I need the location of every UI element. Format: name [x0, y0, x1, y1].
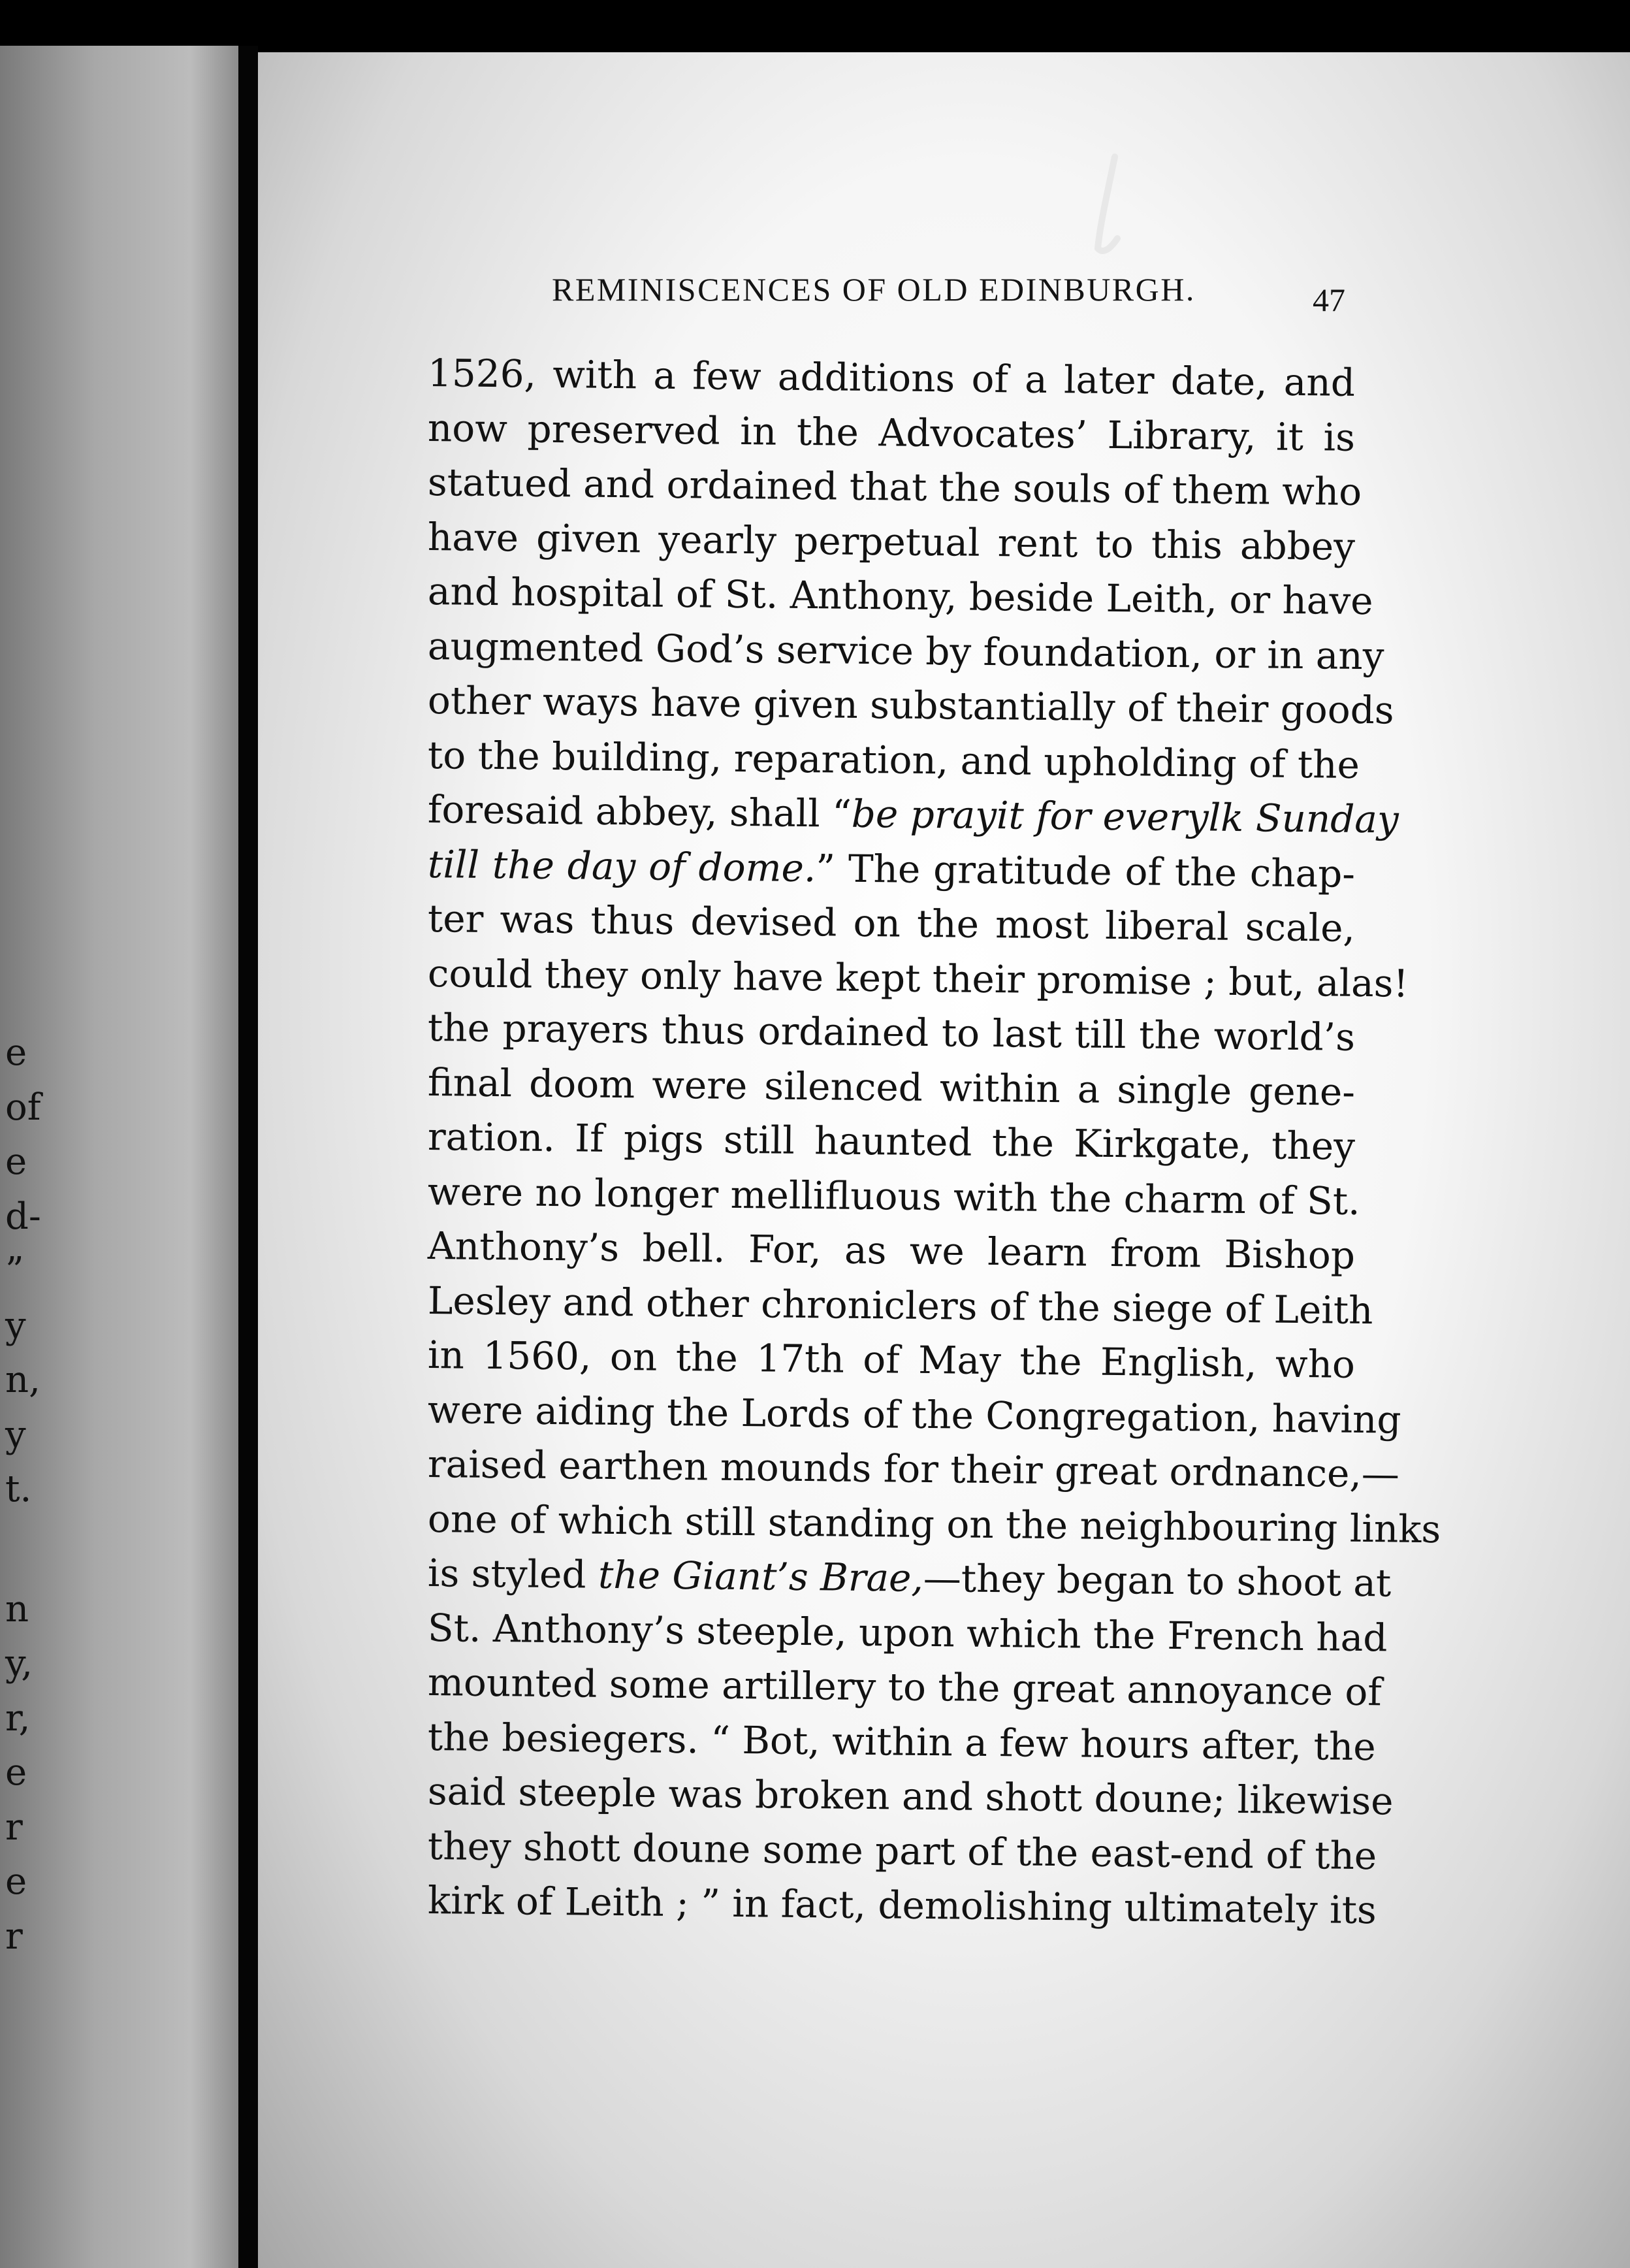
left-fragment: y, [5, 1642, 33, 1685]
text-line: other ways have given substantially of their goods [427, 678, 1394, 733]
italic-place-name: the Giant’s Brae, [598, 1552, 924, 1600]
text-segment: is styled [427, 1551, 599, 1597]
left-fragment: of [5, 1086, 41, 1129]
text-line: ration. If pigs still haunted the Kirkgate, they [427, 1114, 1356, 1169]
text-segment: —they began to shoot at [923, 1555, 1392, 1606]
text-line: in 1560, on the 17th of May the English, who [427, 1333, 1356, 1387]
left-fragment: r [5, 1806, 23, 1849]
text-line: they shott doune some part of the east-end of the [427, 1823, 1377, 1878]
text-line: final doom were silenced within a single gene- [427, 1060, 1356, 1114]
text-segment: The gratitude of the chap- [835, 846, 1356, 896]
page-number: 47 [1313, 282, 1345, 318]
text-line: to the building, reparation, and upholding of the [427, 732, 1360, 787]
pencil-mark-icon [1089, 150, 1128, 261]
left-fragment: t. [5, 1468, 32, 1510]
text-line: augmented God’s service by foundation, or in any [427, 623, 1384, 678]
left-fragment: n, [5, 1359, 40, 1401]
left-fragment: d- [5, 1195, 41, 1238]
text-line: Lesley and other chroniclers of the siege of Leith [427, 1278, 1373, 1333]
left-page-edge [0, 46, 238, 2268]
text-line: were aiding the Lords of the Congregation, having [427, 1387, 1401, 1442]
left-fragment: e [5, 1141, 27, 1183]
text-line: till the day of dome.” The gratitude of the chap- [427, 841, 1356, 896]
text-line: the prayers thus ordained to last till the world’s [427, 1005, 1356, 1060]
left-page-text-fragments [5, 1026, 44, 1964]
text-line: raised earthen mounds for their great ordnance,— [427, 1442, 1400, 1497]
text-line: the besiegers. “ Bot, within a few hours after, the [427, 1714, 1376, 1769]
left-fragment: n [5, 1587, 29, 1630]
left-fragment: r [5, 1915, 23, 1958]
text-line: foresaid abbey, shall “be prayit for everylk Sunday [427, 787, 1399, 842]
book-gutter [238, 46, 258, 2268]
text-line: could they only have kept their promise ; but, alas! [427, 950, 1409, 1006]
italic-quote: till the day of dome. [427, 841, 816, 890]
left-fragment: y [5, 1413, 26, 1456]
italic-quote: be prayit for everylk Sunday [851, 791, 1399, 842]
text-line: and hospital of St. Anthony, beside Leith, or have [427, 569, 1373, 624]
text-line: kirk of Leith ; ” in fact, demolishing ultimately its [427, 1878, 1377, 1933]
text-segment: foresaid abbey, shall [427, 787, 833, 836]
left-fragment: ” [5, 1250, 24, 1292]
text-line: have given yearly perpetual rent to this abbey [427, 514, 1356, 569]
text-line: 1526, with a few additions of a later date, and [427, 351, 1356, 405]
left-fragment: e [5, 1751, 27, 1794]
text-line: Anthony’s bell. For, as we learn from Bishop [427, 1223, 1356, 1278]
left-fragment: y [5, 1304, 26, 1347]
running-head: REMINISCENCES OF OLD EDINBURGH. [552, 271, 1196, 308]
text-line: mounted some artillery to the great annoyance of [427, 1660, 1382, 1715]
text-line: one of which still standing on the neighbouring links [427, 1496, 1441, 1551]
text-line: said steeple was broken and shott doune; likewise [427, 1769, 1394, 1824]
body-text [427, 346, 1441, 1933]
text-line: statued and ordained that the souls of them who [427, 460, 1362, 514]
text-line: ter was thus devised on the most liberal scale, [427, 896, 1356, 950]
left-fragment-gap [5, 1517, 44, 1582]
left-fragment: e [5, 1031, 27, 1074]
text-line: were no longer mellifluous with the charm of St. [427, 1169, 1360, 1223]
text-line [427, 1546, 1392, 1610]
text-line: now preserved in the Advocates’ Library, it is [427, 405, 1356, 460]
text-line: St. Anthony’s steeple, upon which the French had [427, 1605, 1388, 1660]
left-fragment: e [5, 1860, 27, 1903]
left-fragment: r, [5, 1696, 31, 1740]
